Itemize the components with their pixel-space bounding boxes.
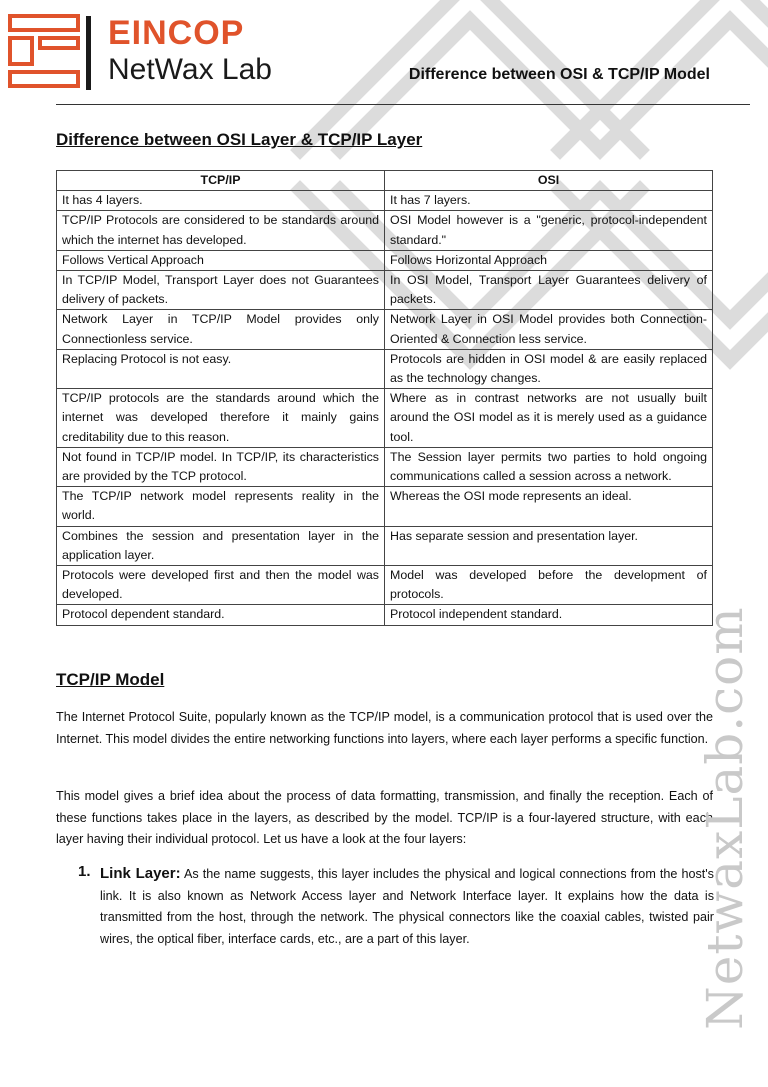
table-cell: Protocol dependent standard. — [57, 605, 385, 625]
table-cell: Follows Horizontal Approach — [385, 250, 713, 270]
tcpip-model-heading: TCP/IP Model — [56, 670, 165, 689]
table-row — [57, 349, 713, 388]
table-cell: The Session layer permits two parties to hold ongoing communications called a session across a network. — [385, 447, 713, 486]
table-cell: Where as in contrast networks are not usually built around the OSI model as it is merely used as a guidance tool. — [385, 389, 713, 448]
table-cell: Follows Vertical Approach — [57, 250, 385, 270]
table-cell: Has separate session and presentation layer. — [385, 526, 713, 565]
table-row — [57, 389, 713, 448]
table-cell: Whereas the OSI mode represents an ideal. — [385, 487, 713, 526]
list-item-number: 1. — [78, 863, 91, 880]
list-item-lead: Link Layer: — [100, 865, 181, 882]
list-item-body — [100, 863, 714, 950]
table-cell: Protocols are hidden in OSI model & are easily replaced as the technology changes. — [385, 349, 713, 388]
logo-wordmark-top: EINCOP — [108, 14, 245, 52]
table-cell: Network Layer in TCP/IP Model provides only Connectionless service. — [57, 310, 385, 349]
eincop-logo-icon — [8, 14, 94, 94]
document-header-title: Difference between OSI & TCP/IP Model — [408, 66, 710, 83]
table-cell: Protocol independent standard. — [385, 605, 713, 625]
list-item-text: As the name suggests, this layer includes the physical and logical connections from the host's link. It is also known as Network Access layer and Network Interface layer. It explains how the data is transmitted from the host, through the network. The physical connectors like the coaxial cables, twisted pair wires, the optical fiber, interface cards, etc., are a part of this layer. — [100, 867, 714, 946]
table-cell: Protocols were developed first and then the model was developed. — [57, 566, 385, 605]
comparison-table — [56, 170, 713, 626]
comparison-heading: Difference between OSI Layer & TCP/IP Layer — [56, 130, 423, 149]
table-row — [57, 566, 713, 605]
table-cell: It has 7 layers. — [385, 191, 713, 211]
table-row — [57, 271, 713, 310]
site-watermark: NetwaxLab.com — [696, 606, 754, 1030]
logo-wordmark-bottom: NetWax Lab — [108, 53, 272, 86]
table-row — [57, 605, 713, 625]
table-row — [57, 487, 713, 526]
table-row — [57, 447, 713, 486]
table-cell: Combines the session and presentation layer in the application layer. — [57, 526, 385, 565]
table-cell: In OSI Model, Transport Layer Guarantees delivery of packets. — [385, 271, 713, 310]
table-cell: The TCP/IP network model represents reality in the world. — [57, 487, 385, 526]
table-cell: Not found in TCP/IP model. In TCP/IP, its characteristics are provided by the TCP protocol. — [57, 447, 385, 486]
table-cell: TCP/IP Protocols are considered to be standards around which the internet has developed. — [57, 211, 385, 250]
table-row — [57, 211, 713, 250]
table-row — [57, 526, 713, 565]
column-header-tcpip: TCP/IP — [57, 171, 385, 191]
table-cell: It has 4 layers. — [57, 191, 385, 211]
table-cell: In TCP/IP Model, Transport Layer does not Guarantees delivery of packets. — [57, 271, 385, 310]
description-paragraph: This model gives a brief idea about the process of data formatting, transmission, and finally the reception. Each of these functions takes place in the layers, as described by the model. TCP/IP is a four-layered structure, with each layer having their individual protocol. Let us have a look at the four layers: — [56, 789, 713, 846]
table-cell: Model was developed before the development of protocols. — [385, 566, 713, 605]
table-cell: OSI Model however is a "generic, protocol-independent standard." — [385, 211, 713, 250]
table-header-row — [57, 171, 713, 191]
table-cell: TCP/IP protocols are the standards around which the internet was developed therefore it mainly gains creditability due to this reason. — [57, 389, 385, 448]
table-row — [57, 310, 713, 349]
table-row — [57, 191, 713, 211]
table-row — [57, 250, 713, 270]
intro-paragraph: The Internet Protocol Suite, popularly known as the TCP/IP model, is a communication protocol that is used over the Internet. This model divides the entire networking functions into layers, where each layer performs a specific function. — [56, 710, 713, 746]
header-divider — [56, 104, 750, 105]
column-header-osi: OSI — [385, 171, 713, 191]
table-cell: Replacing Protocol is not easy. — [57, 349, 385, 388]
table-cell: Network Layer in OSI Model provides both Connection-Oriented & Connection less service. — [385, 310, 713, 349]
